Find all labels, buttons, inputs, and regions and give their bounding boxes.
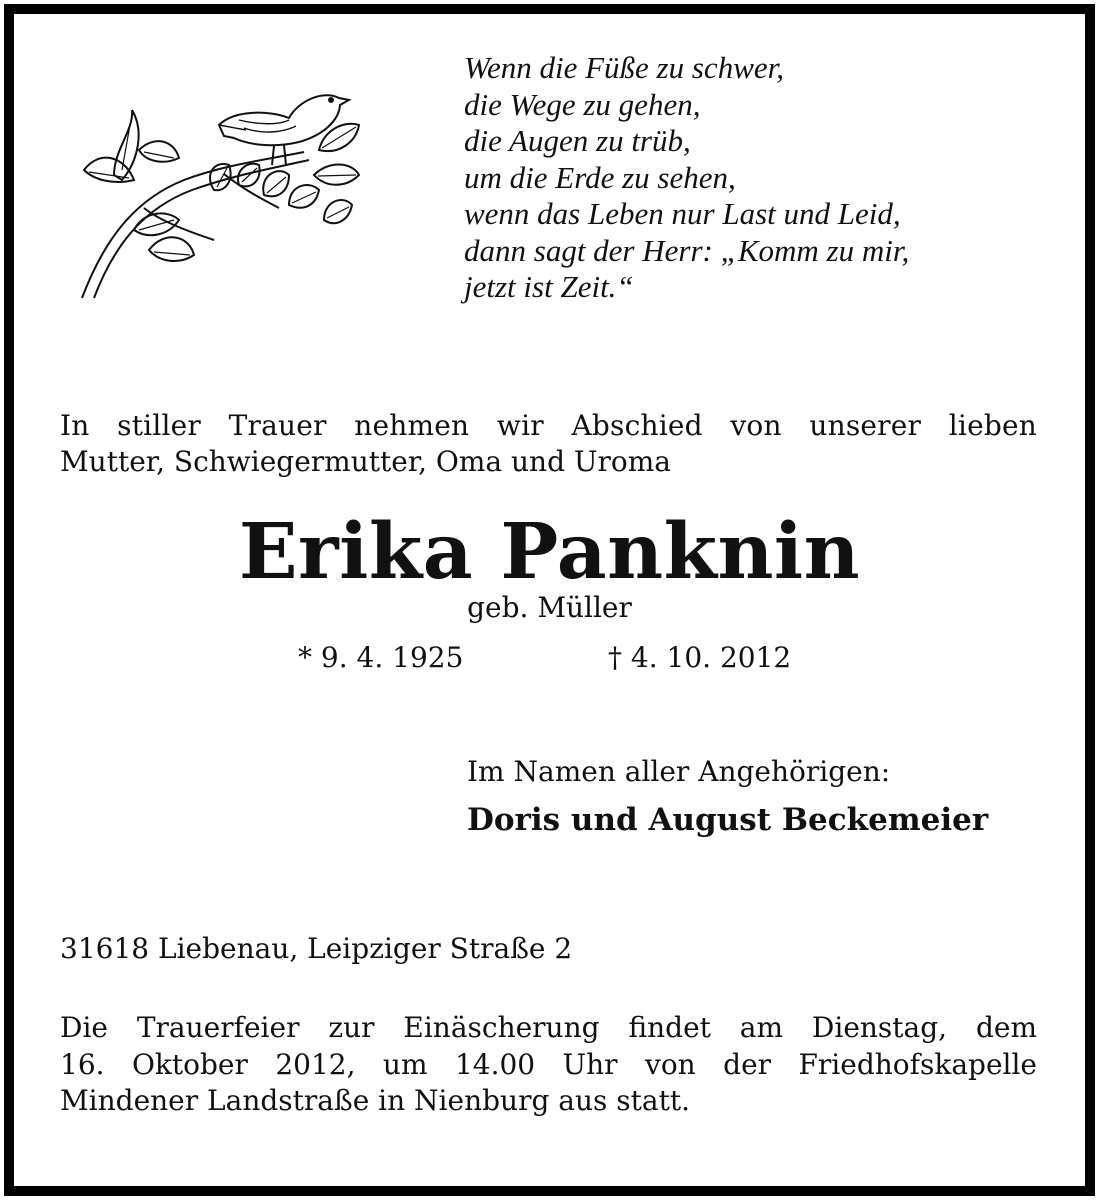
intro-line-1: In stiller Trauer nehmen wir Abschied von unserer lieben — [60, 409, 1037, 442]
ceremony-text — [60, 1010, 1037, 1120]
intro-line-2: Mutter, Schwiegermutter, Oma und Uroma — [60, 445, 671, 478]
birth-date: * 9. 4. 1925 — [298, 641, 464, 674]
ceremony-line: Mindener Landstraße in Nienburg aus statt. — [60, 1084, 690, 1117]
poem-line: die Wege zu gehen, — [464, 86, 701, 122]
poem-line: jetzt ist Zeit.“ — [464, 269, 634, 304]
poem-line: die Augen zu trüb, — [464, 123, 691, 158]
poem-line: Wenn die Füße zu schwer, — [464, 50, 785, 85]
poem-line: um die Erde zu sehen, — [464, 159, 736, 195]
relatives-names: Doris und August Beckemeier — [467, 802, 989, 838]
poem-line: dann sagt der Herr: „Komm zu mir, — [464, 232, 910, 268]
maiden-name: geb. Müller — [467, 591, 632, 624]
poem-line: wenn das Leben nur Last und Leid, — [464, 196, 901, 231]
deceased-name: Erika Panknin — [238, 507, 861, 597]
intro-text — [60, 408, 1037, 480]
relatives-label: Im Namen aller Angehörigen: — [467, 755, 891, 788]
poem — [464, 50, 1044, 306]
death-date: † 4. 10. 2012 — [608, 641, 792, 674]
address: 31618 Liebenau, Leipziger Straße 2 — [60, 932, 573, 965]
bird-on-branch-icon — [74, 80, 374, 300]
ceremony-line: Die Trauerfeier zur Einäscherung findet am Dienstag, dem — [60, 1011, 1037, 1044]
ceremony-line: 16. Oktober 2012, um 14.00 Uhr von der Friedhofskapelle — [60, 1047, 1037, 1081]
